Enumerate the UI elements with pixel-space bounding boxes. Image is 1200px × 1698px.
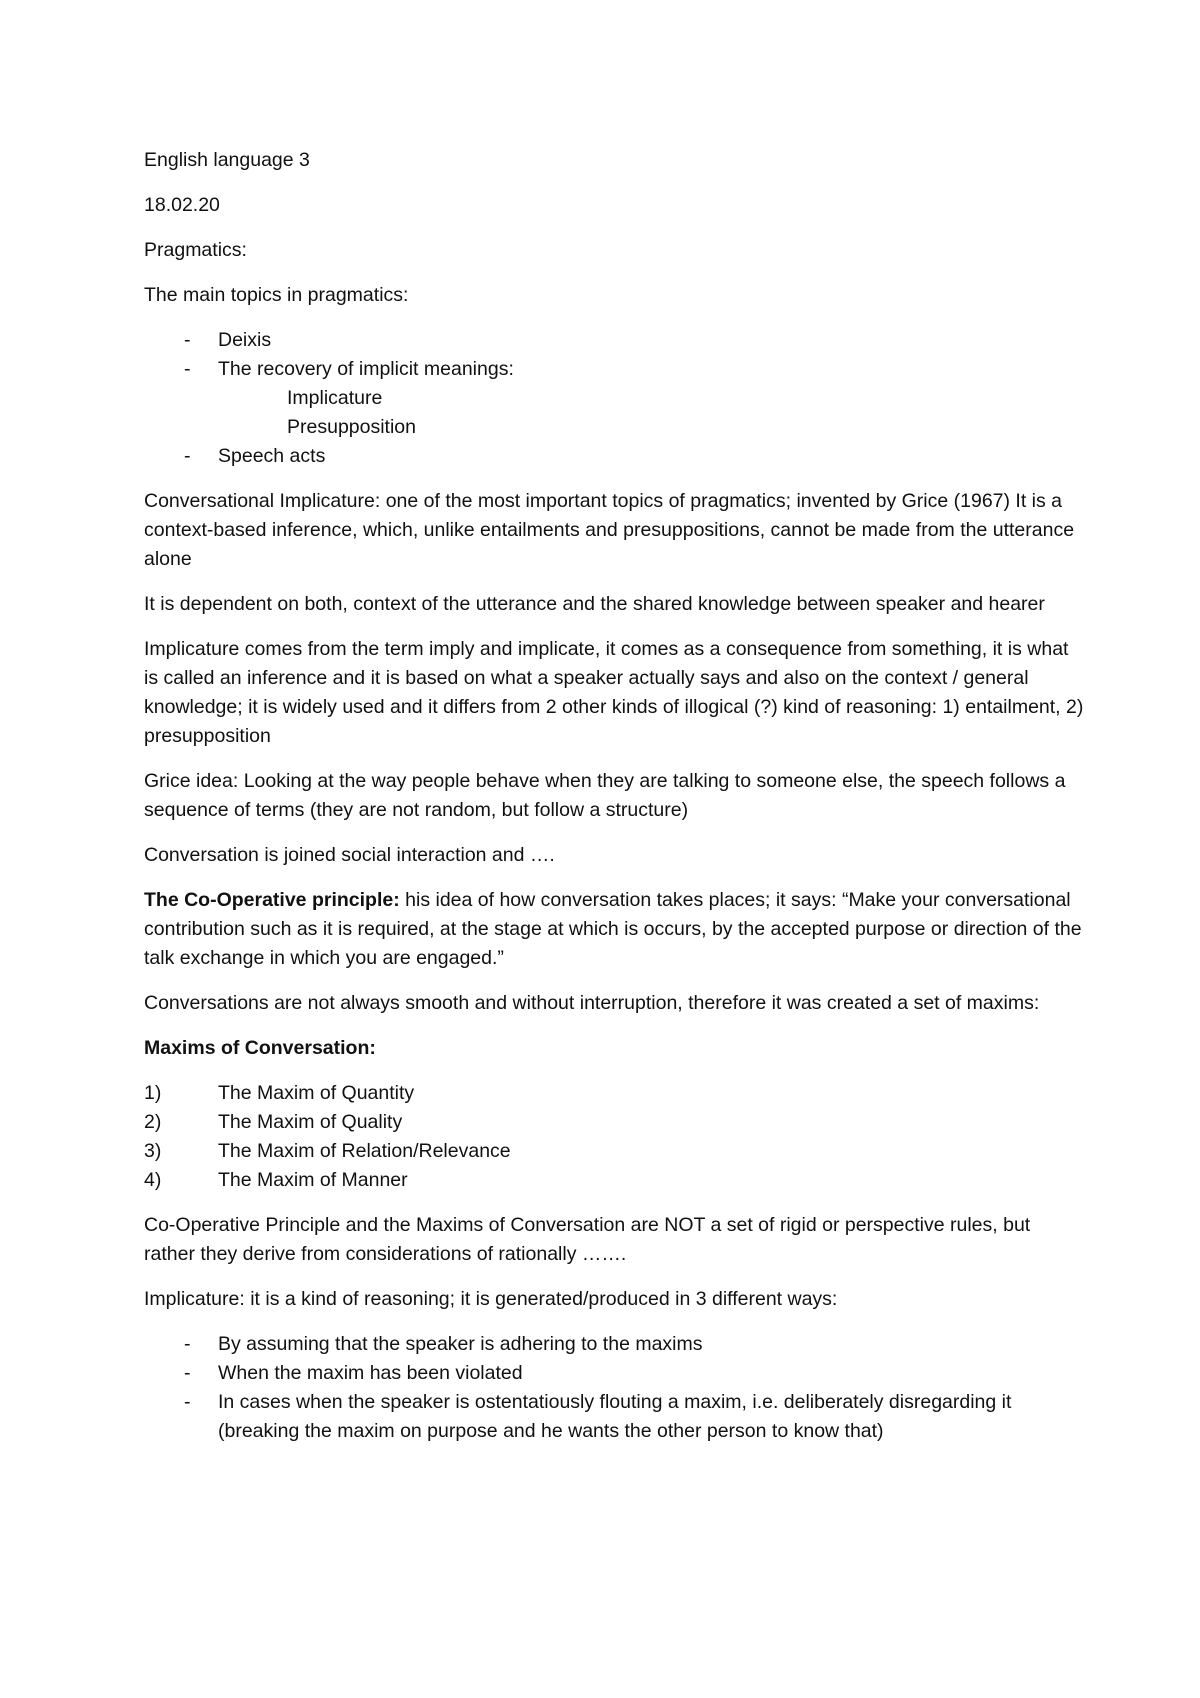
doc-title: English language 3 [144,149,310,171]
paragraph-grice-idea: Grice idea: Looking at the way people behave when they are talking to someone else, the speech follows a sequence of terms (they are not random, but follow a structure) [144,770,1066,821]
dash-marker: - [184,445,191,467]
cooperative-principle-text: his idea of how conversation takes places; it says: “Make your conversational contribution such as it is required, at the stage at which is occurs, by the accepted purpose or direction of the talk exchange in which you are engaged.” [144,889,1082,969]
paragraph-not-rigid-rules: Co-Operative Principle and the Maxims of Conversation are NOT a set of rigid or perspective rules, but rather they derive from considerations of rationally ……. [144,1214,1031,1265]
list-item [144,1108,1084,1137]
paragraph-dependence: It is dependent on both, context of the utterance and the shared knowledge between speaker and hearer [144,593,1045,615]
maxim-text: The Maxim of Quality [218,1111,403,1133]
paragraph-conversational-implicature: Conversational Implicature: one of the most important topics of pragmatics; invented by Grice (1967) It is a context-based inference, which, unlike entailments and presuppositions, cannot be made from the utterance alone [144,490,1075,570]
maxim-number: 1) [144,1082,162,1104]
topic-deixis: Deixis [218,329,272,351]
list-subitem [144,413,1084,442]
maxims-heading: Maxims of Conversation: [144,1037,376,1059]
maxim-number: 4) [144,1169,162,1191]
way-text: In cases when the speaker is ostentatiously flouting a maxim, i.e. deliberately disregarding it (breaking the maxim on purpose and he wants the other person to know that) [218,1391,1012,1442]
list-item [144,1079,1084,1108]
cooperative-principle-label: The Co-Operative principle: [144,889,400,911]
document-body [144,146,1084,1462]
maxims-list [144,1079,1084,1195]
paragraph-conversation: Conversation is joined social interaction and …. [144,844,555,866]
list-item [144,1388,1084,1446]
maxim-text: The Maxim of Manner [218,1169,408,1191]
maxim-text: The Maxim of Relation/Relevance [218,1140,511,1162]
topic-recovery: The recovery of implicit meanings: [218,358,514,380]
topic-speech-acts: Speech acts [218,445,326,467]
paragraph-cooperative-principle [144,886,1084,973]
topics-list [144,326,1084,471]
list-item [144,442,1084,471]
dash-marker: - [184,358,191,380]
dash-marker: - [184,1362,191,1384]
maxim-number: 2) [144,1111,162,1133]
list-subitem [144,384,1084,413]
topic-presupposition: Presupposition [287,416,416,438]
list-item [144,1330,1084,1359]
list-item [144,355,1084,384]
maxim-number: 3) [144,1140,162,1162]
doc-date: 18.02.20 [144,194,220,216]
maxim-text: The Maxim of Quantity [218,1082,415,1104]
list-item [144,1137,1084,1166]
dash-marker: - [184,1333,191,1355]
list-item [144,1166,1084,1195]
way-text: When the maxim has been violated [218,1362,523,1384]
way-text: By assuming that the speaker is adhering to the maxims [218,1333,703,1355]
list-item [144,326,1084,355]
paragraph-maxims-intro: Conversations are not always smooth and without interruption, therefore it was created a set of maxims: [144,992,1040,1014]
list-item [144,1359,1084,1388]
paragraph-implicature-origin: Implicature comes from the term imply and implicate, it comes as a consequence from something, it is what is called an inference and it is based on what a speaker actually says and also on the context / general knowledge; it is widely used and it differs from 2 other kinds of illogical (?) kind of reasoning: 1) entailment, 2) presupposition [144,638,1084,747]
dash-marker: - [184,1391,191,1413]
ways-list [144,1330,1084,1446]
section-heading: Pragmatics: [144,239,247,261]
paragraph-implicature-reasoning: Implicature: it is a kind of reasoning; it is generated/produced in 3 different ways: [144,1288,838,1310]
topics-intro: The main topics in pragmatics: [144,284,409,306]
dash-marker: - [184,329,191,351]
topic-implicature: Implicature [287,387,383,409]
